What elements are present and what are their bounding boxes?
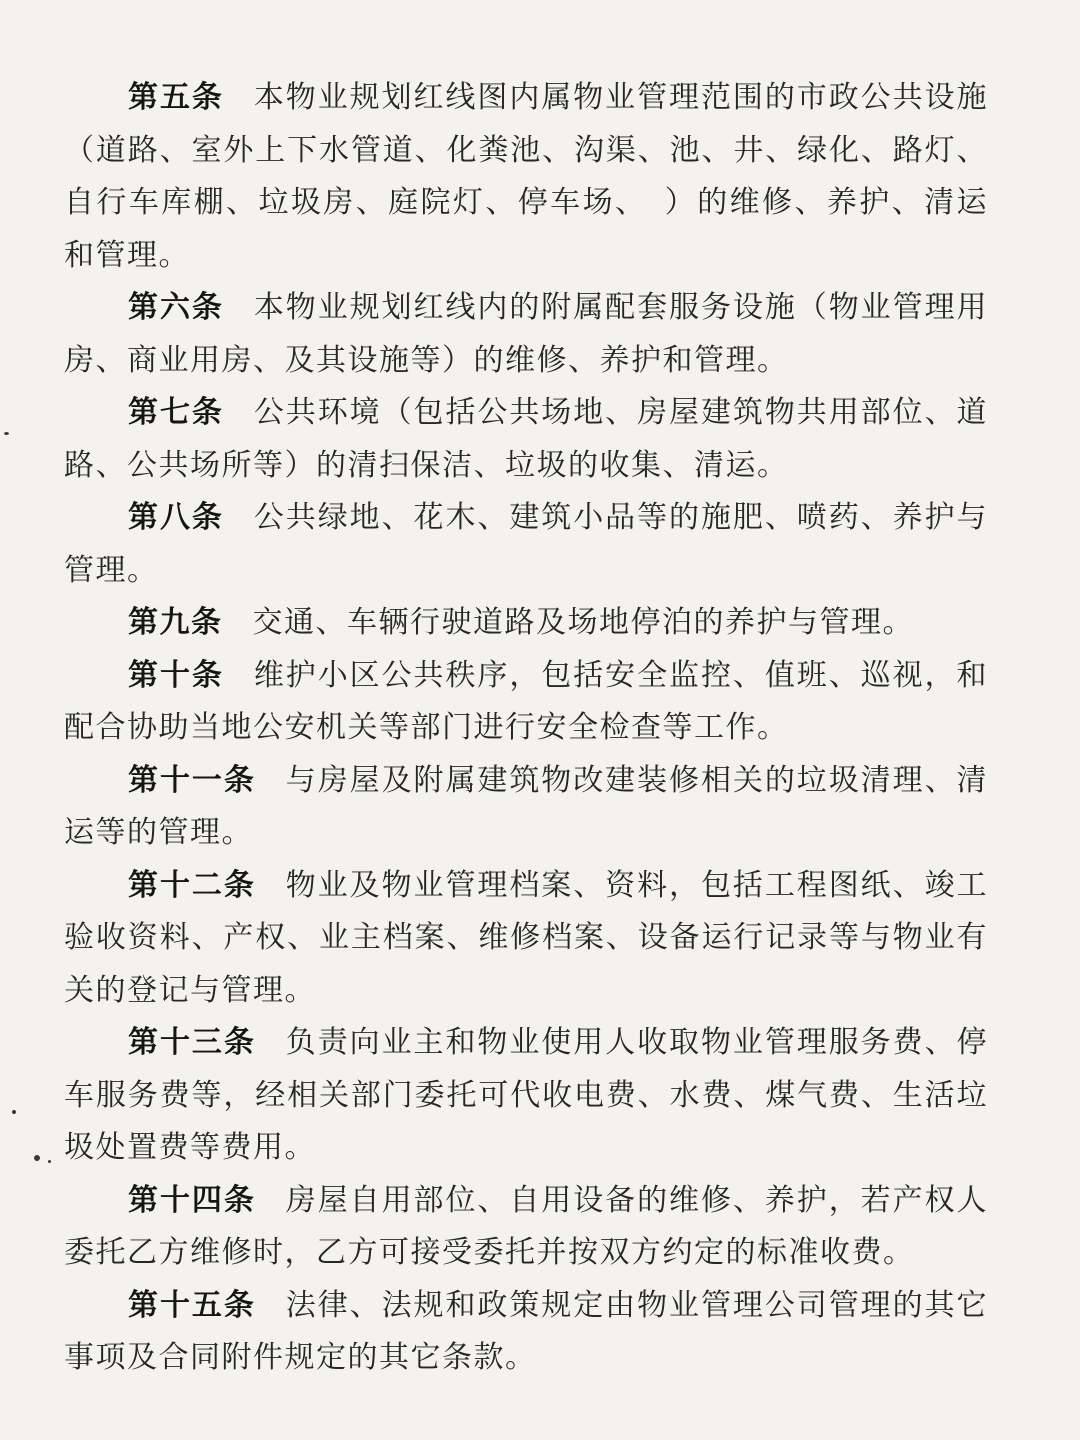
scan-speck bbox=[12, 1110, 16, 1114]
scan-speck bbox=[48, 1160, 51, 1163]
article-heading: 第十条 bbox=[128, 657, 224, 693]
article-body: 与房屋及附属建筑物改建装修相关的垃圾清理、清运等的管理。 bbox=[64, 762, 989, 850]
article-heading: 第八条 bbox=[128, 500, 224, 535]
article-12 bbox=[64, 860, 988, 1018]
scan-speck bbox=[34, 1155, 40, 1161]
article-heading: 第十二条 bbox=[128, 867, 256, 903]
article-8 bbox=[64, 492, 988, 597]
article-heading: 第六条 bbox=[128, 290, 224, 325]
article-6 bbox=[64, 282, 988, 387]
article-15 bbox=[64, 1280, 988, 1385]
article-13 bbox=[64, 1017, 988, 1175]
article-body: 维护小区公共秩序，包括安全监控、值班、巡视，和配合协助当地公安机关等部门进行安全检查等工作。 bbox=[64, 657, 989, 745]
article-9 bbox=[64, 597, 988, 650]
article-body: 交通、车辆行驶道路及场地停泊的养护与管理。 bbox=[252, 605, 914, 640]
article-heading: 第十一条 bbox=[128, 762, 256, 798]
article-body: 公共环境（包括公共场地、房屋建筑物共用部位、道路、公共场所等）的清扫保洁、垃圾的收集、清运。 bbox=[64, 395, 989, 483]
article-body: 本物业规划红线图内属物业管理范围的市政公共设施（道路、室外上下水管道、化粪池、沟渠、池、井、绿化、路灯、自行车库棚、垃圾房、庭院灯、停车场、 ）的维修、养护、清运和管理。 bbox=[64, 80, 989, 273]
article-5 bbox=[64, 72, 988, 282]
article-heading: 第五条 bbox=[128, 80, 224, 115]
article-heading: 第十五条 bbox=[128, 1287, 256, 1323]
article-body: 物业及物业管理档案、资料，包括工程图纸、竣工验收资料、产权、业主档案、维修档案、设备运行记录等与物业有关的登记与管理。 bbox=[64, 867, 989, 1008]
article-14 bbox=[64, 1175, 988, 1280]
article-body: 本物业规划红线内的附属配套服务设施（物业管理用房、商业用房、及其设施等）的维修、养护和管理。 bbox=[64, 290, 989, 378]
article-body: 公共绿地、花木、建筑小品等的施肥、喷药、养护与管理。 bbox=[64, 500, 989, 588]
article-body: 房屋自用部位、自用设备的维修、养护，若产权人委托乙方维修时，乙方可接受委托并按双方约定的标准收费。 bbox=[64, 1182, 989, 1270]
article-body: 负责向业主和物业使用人收取物业管理服务费、停车服务费等，经相关部门委托可代收电费、水费、煤气费、生活垃圾处置费等费用。 bbox=[64, 1025, 989, 1165]
article-heading: 第七条 bbox=[128, 395, 224, 430]
article-body: 法律、法规和政策规定由物业管理公司管理的其它事项及合同附件规定的其它条款。 bbox=[64, 1287, 989, 1375]
article-11 bbox=[64, 755, 988, 860]
scan-speck bbox=[4, 432, 9, 435]
article-7 bbox=[64, 387, 988, 492]
article-heading: 第十三条 bbox=[128, 1025, 256, 1060]
article-heading: 第十四条 bbox=[128, 1182, 256, 1218]
article-heading: 第九条 bbox=[128, 605, 223, 640]
article-10 bbox=[64, 650, 988, 755]
